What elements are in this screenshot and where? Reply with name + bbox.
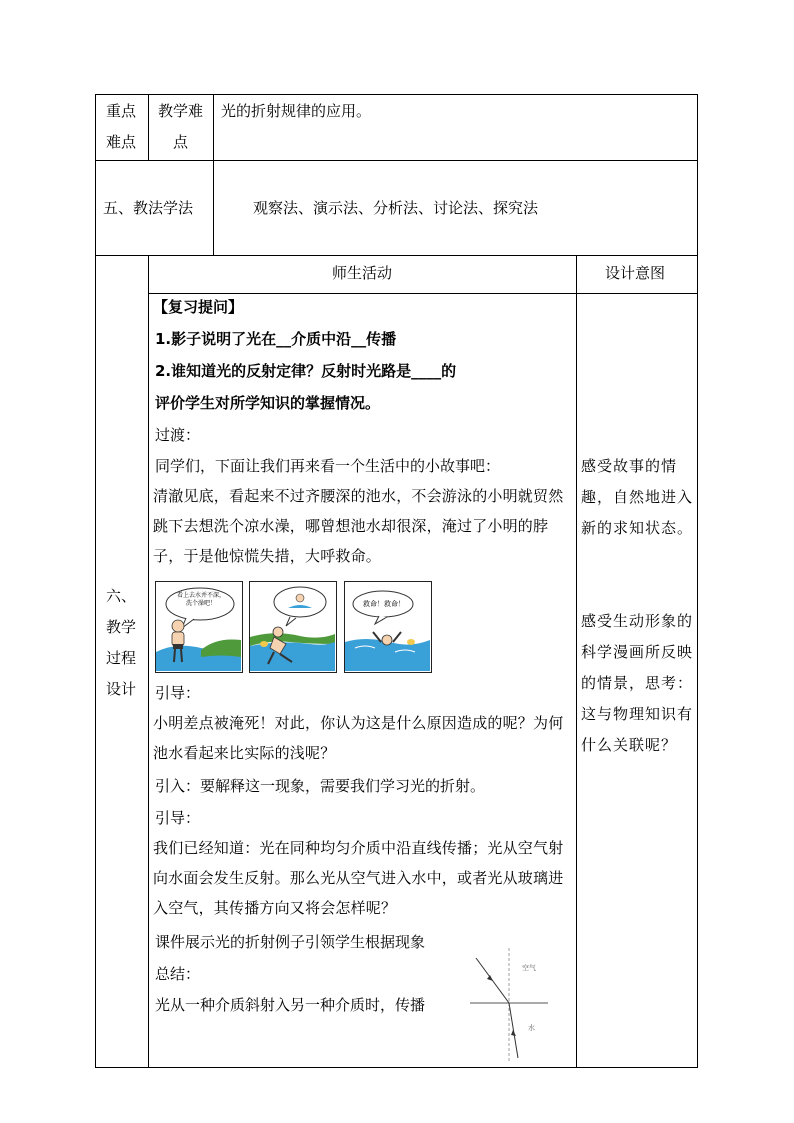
row-divider [95, 160, 698, 161]
col-header-intent: 设计意图 [605, 264, 666, 282]
row-divider [95, 255, 698, 256]
row1-label-line2: 难点 [106, 133, 137, 151]
refraction-diagram [462, 948, 552, 1063]
intent-text-1: 感受故事的情趣，自然地进入新的求知状态。 [581, 457, 694, 537]
comic-panel-2 [249, 581, 337, 673]
col-divider [148, 94, 149, 160]
summary-text: 光从一种介质斜射入另一种介质时，传播 [155, 996, 426, 1014]
review-title: 【复习提问】 [153, 298, 244, 316]
comic-scene-2 [250, 582, 335, 671]
row2-content: 观察法、演示法、分析法、讨论法、探究法 [253, 199, 539, 217]
row1-label-line1: 重点 [106, 102, 137, 120]
diagram-label-water: 水 [528, 1024, 535, 1032]
comic-panel-1 [155, 581, 243, 673]
courseware-text: 课件展示光的折射例子引领学生根据现象 [155, 933, 426, 951]
guide-label-1: 引导： [155, 684, 201, 702]
guide-text-2: 我们已经知道：光在同种均匀介质中沿直线传播；光从空气射向水面会发生反射。那么光从空气进入水中，或者光从玻璃进入空气，其传播方向又将会怎样呢？ [153, 839, 564, 917]
comic-scene-3 [345, 582, 430, 671]
review-question-2: 2.谁知道光的反射定律？反射时光路是____的 [155, 362, 457, 380]
summary-label: 总结： [155, 965, 201, 983]
guide-label-2: 引导： [155, 809, 201, 827]
diagram-label-air: 空气 [522, 964, 536, 972]
row1-sub-line2: 点 [173, 133, 189, 151]
story-intro: 同学们，下面让我们再来看一个生活中的小故事吧： [155, 457, 501, 475]
row3-label-1: 六、 [106, 587, 137, 605]
row3-label-4: 设计 [106, 680, 137, 698]
intro-text: 引入：要解释这一现象，需要我们学习光的折射。 [155, 777, 486, 795]
intent-text-2: 感受生动形象的科学漫画所反映的情景，思考：这与物理知识有什么关联呢？ [581, 612, 694, 754]
row1-content: 光的折射规律的应用。 [221, 102, 372, 120]
col-divider [148, 255, 149, 1068]
row3-label-2: 教学 [106, 618, 137, 636]
guide-text-1: 小明差点被淹死！对此，你认为这是什么原因造成的呢？为何池水看起来比实际的浅呢？ [153, 714, 564, 762]
col-divider [213, 94, 214, 255]
review-question-1: 1.影子说明了光在__介质中沿__传播 [155, 330, 397, 348]
evaluation-note: 评价学生对所学知识的掌握情况。 [155, 394, 381, 412]
comic-panel-3 [344, 581, 432, 673]
row2-label: 五、教法学法 [103, 199, 194, 217]
story-text: 清澈见底，看起来不过齐腰深的池水，不会游泳的小明就贸然跳下去想洗个凉水澡，哪曾想池水却很深，淹过了小明的脖子，于是他惊慌失措，大呼救命。 [153, 487, 564, 565]
comic-bubble-1: 看上去水并不深，洗个澡吧！ [176, 592, 225, 607]
row3-label-3: 过程 [106, 649, 137, 667]
row1-sub-line1: 教学难 [158, 102, 204, 120]
comic-bubble-3: 救命！救命！ [363, 600, 405, 608]
col-header-activity: 师生活动 [332, 264, 393, 282]
transition-label: 过渡： [155, 426, 201, 444]
row-divider [148, 293, 698, 294]
col-divider [576, 255, 577, 1068]
